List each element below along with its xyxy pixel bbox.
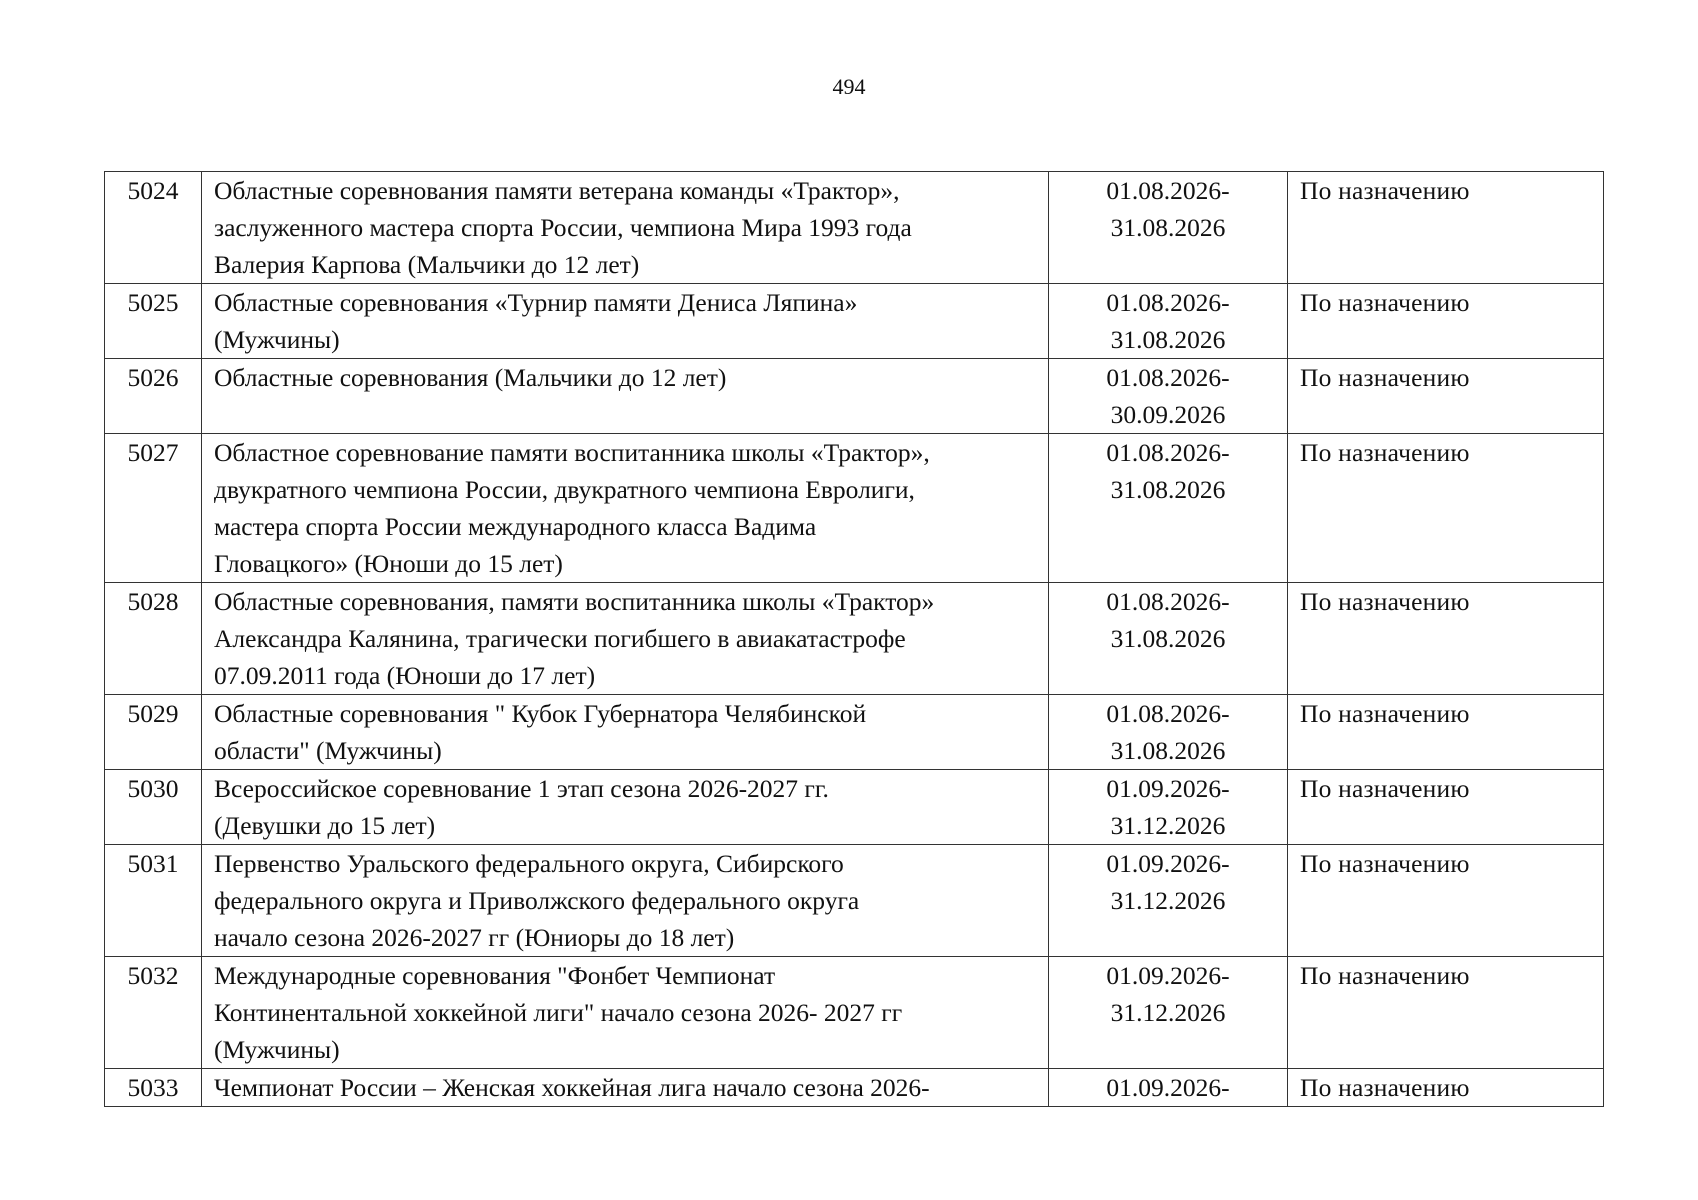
event-name	[202, 845, 1049, 957]
event-number: 5030	[105, 770, 202, 845]
event-name	[202, 1069, 1049, 1107]
event-place: По назначению	[1288, 284, 1604, 359]
event-place: По назначению	[1288, 845, 1604, 957]
event-number: 5024	[105, 172, 202, 284]
date-end: 31.12.2026	[1110, 811, 1226, 840]
event-place: По назначению	[1288, 695, 1604, 770]
date-end: 31.08.2026	[1110, 736, 1226, 765]
date-start: 01.09.2026-	[1106, 849, 1230, 878]
event-number: 5029	[105, 695, 202, 770]
event-number: 5027	[105, 434, 202, 583]
event-name-line: Валерия Карпова (Мальчики до 12 лет)	[214, 250, 640, 279]
event-dates	[1049, 957, 1288, 1069]
table-row	[105, 172, 1604, 284]
table-row	[105, 770, 1604, 845]
event-name-line: Областные соревнования, памяти воспитанника школы «Трактор»	[214, 587, 935, 616]
event-name	[202, 957, 1049, 1069]
event-name-line: Всероссийское соревнование 1 этап сезона 2026-2027 гг.	[214, 774, 829, 803]
event-name-line: Областное соревнование памяти воспитанника школы «Трактор»,	[214, 438, 930, 467]
event-name	[202, 695, 1049, 770]
table-row	[105, 284, 1604, 359]
event-name-line: Областные соревнования " Кубок Губернатора Челябинской	[214, 699, 867, 728]
date-end: 31.08.2026	[1110, 475, 1226, 504]
event-number: 5026	[105, 359, 202, 434]
event-name-line: федерального округа и Приволжского федерального округа	[214, 886, 860, 915]
event-name-line: 07.09.2011 года (Юноши до 17 лет)	[214, 661, 596, 690]
date-end: 30.09.2026	[1110, 400, 1226, 429]
event-number: 5028	[105, 583, 202, 695]
date-start: 01.08.2026-	[1106, 288, 1230, 317]
event-name-line: Международные соревнования "Фонбет Чемпионат	[214, 961, 776, 990]
date-end: 31.08.2026	[1110, 213, 1226, 242]
event-place: По назначению	[1288, 770, 1604, 845]
event-place: По назначению	[1288, 359, 1604, 434]
date-start: 01.08.2026-	[1106, 699, 1230, 728]
event-dates	[1049, 172, 1288, 284]
date-end: 31.08.2026	[1110, 325, 1226, 354]
date-start: 01.09.2026-	[1106, 961, 1230, 990]
event-dates	[1049, 695, 1288, 770]
table-row	[105, 434, 1604, 583]
event-dates	[1049, 434, 1288, 583]
table-row	[105, 359, 1604, 434]
event-name-line: области" (Мужчины)	[214, 736, 442, 765]
table-row	[105, 695, 1604, 770]
event-name-line: (Девушки до 15 лет)	[214, 811, 436, 840]
event-name-line: Областные соревнования (Мальчики до 12 лет)	[214, 363, 727, 392]
event-number: 5031	[105, 845, 202, 957]
event-place: По назначению	[1288, 172, 1604, 284]
event-dates	[1049, 845, 1288, 957]
event-place: По назначению	[1288, 434, 1604, 583]
date-start: 01.08.2026-	[1106, 363, 1230, 392]
table-row	[105, 1069, 1604, 1107]
event-number: 5025	[105, 284, 202, 359]
event-dates	[1049, 1069, 1288, 1107]
date-start: 01.08.2026-	[1106, 176, 1230, 205]
event-name-line: Чемпионат России – Женская хоккейная лига начало сезона 2026-	[214, 1073, 930, 1102]
event-name	[202, 434, 1049, 583]
date-start: 01.08.2026-	[1106, 587, 1230, 616]
event-name	[202, 770, 1049, 845]
event-name-line: двукратного чемпиона России, двукратного чемпиона Евролиги,	[214, 475, 915, 504]
event-dates	[1049, 583, 1288, 695]
event-place: По назначению	[1288, 957, 1604, 1069]
event-number: 5032	[105, 957, 202, 1069]
event-name-line: Континентальной хоккейной лиги" начало сезона 2026- 2027 гг	[214, 998, 903, 1027]
event-name	[202, 583, 1049, 695]
event-name	[202, 359, 1049, 434]
table-row	[105, 845, 1604, 957]
event-name-line: Александра Калянина, трагически погибшего в авиакатастрофе	[214, 624, 906, 653]
event-name-line: Областные соревнования памяти ветерана команды «Трактор»,	[214, 176, 900, 205]
event-number: 5033	[105, 1069, 202, 1107]
date-start: 01.09.2026-	[1106, 1073, 1230, 1102]
page-number: 494	[832, 74, 866, 99]
date-start: 01.08.2026-	[1106, 438, 1230, 467]
event-name-line: мастера спорта России международного класса Вадима	[214, 512, 817, 541]
event-name	[202, 172, 1049, 284]
date-end: 31.08.2026	[1110, 624, 1226, 653]
table-row	[105, 583, 1604, 695]
date-end: 31.12.2026	[1110, 886, 1226, 915]
table-row	[105, 957, 1604, 1069]
event-name-line: Областные соревнования «Турнир памяти Дениса Ляпина»	[214, 288, 858, 317]
date-start: 01.09.2026-	[1106, 774, 1230, 803]
event-name-line: начало сезона 2026-2027 гг (Юниоры до 18 лет)	[214, 923, 735, 952]
events-table	[104, 171, 1604, 1107]
event-place: По назначению	[1288, 583, 1604, 695]
event-dates	[1049, 284, 1288, 359]
event-place: По назначению	[1288, 1069, 1604, 1107]
event-dates	[1049, 770, 1288, 845]
events-table-body	[105, 172, 1604, 1107]
event-name-line: Первенство Уральского федерального округа, Сибирского	[214, 849, 844, 878]
event-dates	[1049, 359, 1288, 434]
event-name-line: (Мужчины)	[214, 1035, 340, 1064]
event-name	[202, 284, 1049, 359]
date-end: 31.12.2026	[1110, 998, 1226, 1027]
event-name-line: заслуженного мастера спорта России, чемпиона Мира 1993 года	[214, 213, 912, 242]
event-name-line: Гловацкого» (Юноши до 15 лет)	[214, 549, 563, 578]
event-name-line: (Мужчины)	[214, 325, 340, 354]
